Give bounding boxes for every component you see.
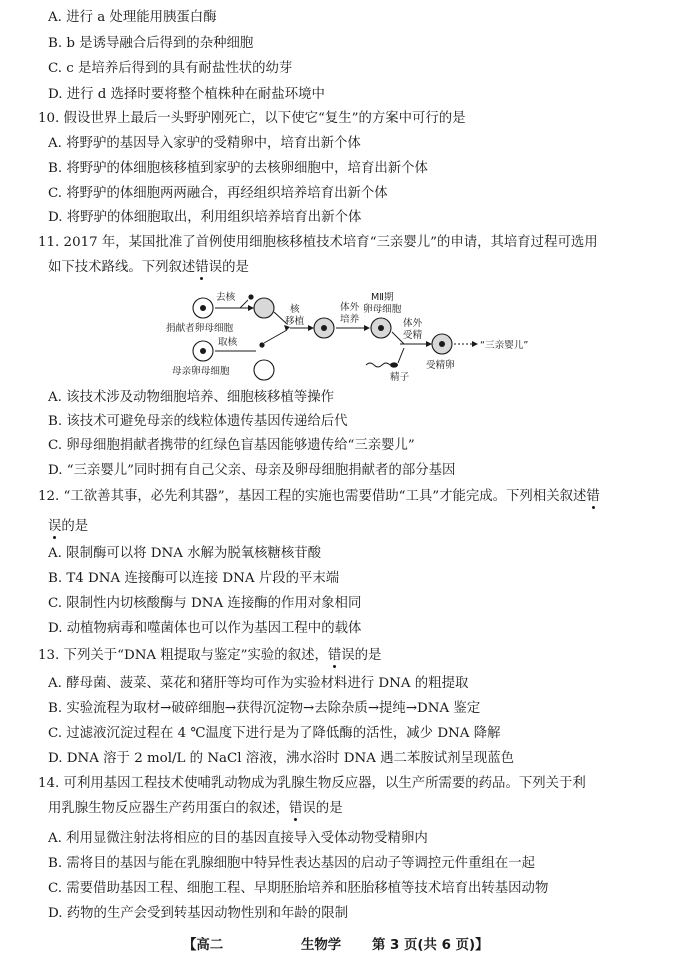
q11-stem-line2 (48, 259, 249, 277)
label-sperm: 精子 (390, 372, 410, 383)
q12-stem-line2 (48, 518, 88, 536)
q11-option-c: C. 卵母细胞捐献者携带的红绿色盲基因能够遗传给“三亲婴儿” (48, 438, 415, 453)
label-in-vitro-culture-2: 培养 (340, 314, 360, 325)
mother-enucleated-cell (254, 360, 274, 380)
q12-option-b: B. T4 DNA 连接酶可以连接 DNA 片段的平末端 (48, 571, 340, 586)
q9-option-b: B. b 是诱导融合后得到的杂种细胞 (48, 36, 254, 51)
footer-grade: 【高二 (183, 938, 224, 953)
q12-stem-post: 的是 (61, 519, 89, 534)
q10-option-d: D. 将野驴的体细胞取出，利用组织培养培育出新个体 (48, 210, 362, 225)
q11-stem-pre: 如下技术路线。下列叙述 (48, 260, 196, 275)
label-enucleate: 去核 (216, 292, 236, 303)
page-footer (0, 934, 677, 954)
q14-emphasis-char: 错 (289, 801, 303, 816)
q10-option-a: A. 将野驴的基因导入家驴的受精卵中，培育出新个体 (48, 136, 361, 151)
label-in-vitro-culture-1: 体外 (340, 302, 360, 313)
q11-stem-post: 误的是 (208, 260, 249, 275)
arrow-sperm (398, 348, 404, 363)
q13-option-b: B. 实验流程为取材→破碎细胞→获得沉淀物→去除杂质→提纯→DNA 鉴定 (48, 701, 481, 716)
q12-option-a: A. 限制酶可以将 DNA 水解为脱氧核糖核苷酸 (48, 546, 322, 561)
q13-stem (38, 647, 381, 665)
q14-stem-post: 误的是 (302, 801, 343, 816)
q14-stem-pre: 用乳腺生物反应器生产药用蛋白的叙述， (48, 801, 290, 816)
label-mii-1: MⅡ期 (371, 292, 394, 303)
label-in-vitro-fert-2: 受精 (403, 330, 423, 341)
q14-option-a: A. 利用显微注射法将相应的目的基因直接导入受体动物受精卵内 (48, 831, 428, 846)
mother-nucleus-dot (259, 342, 264, 347)
q11-stem-line1: 11. 2017 年，某国批准了首例使用细胞核移植技术培育“三亲婴儿”的申请，其培育过程可选用 (38, 235, 598, 250)
q12-option-d: D. 动植物病毒和噬菌体也可以作为基因工程中的载体 (48, 621, 362, 636)
three-parent-baby-diagram (160, 288, 540, 384)
q13-stem-pre: 13. 下列关于“DNA 粗提取与鉴定”实验的叙述， (38, 648, 328, 663)
q11-option-a: A. 该技术涉及动物细胞培养、细胞核移植等操作 (48, 390, 334, 405)
sperm-head (390, 362, 398, 367)
label-mother-oocyte: 母亲卵母细胞 (172, 366, 230, 377)
donor-oocyte-nucleus (200, 305, 206, 311)
enucleated-oocyte (254, 298, 274, 318)
q13-option-a: A. 酵母菌、菠菜、菜花和猪肝等均可作为实验材料进行 DNA 的粗提取 (48, 676, 469, 691)
label-nuclear-transfer-1: 核 (290, 304, 300, 315)
q13-stem-post: 误的是 (341, 648, 382, 663)
q13-emphasis-char: 错 (327, 648, 342, 663)
q10-option-c: C. 将野驴的体细胞两两融合，再经组织培养培育出新个体 (48, 186, 388, 201)
q9-option-c: C. c 是培养后得到的具有耐盐性状的幼芽 (48, 61, 293, 76)
q12-stem-pre: 12. “工欲善其事，必先利其器”，基因工程的实施也需要借助“工具”才能完成。下列相关叙述 (38, 489, 587, 504)
q14-option-b: B. 需将目的基因与能在乳腺细胞中特异性表达基因的启动子等调控元件重组在一起 (48, 856, 536, 871)
q10-option-b: B. 将野驴的体细胞核移植到家驴的去核卵细胞中，培育出新个体 (48, 161, 428, 176)
q10-stem: 10. 假设世界上最后一头野驴刚死亡，以下使它“复生”的方案中可行的是 (38, 111, 466, 126)
label-mii-2: 卵母细胞 (363, 304, 402, 315)
arrowhead-nuclear-transfer (308, 325, 314, 331)
footer-subject: 生物学 (301, 938, 342, 953)
q13-option-c: C. 过滤液沉淀过程在 4 ℃温度下进行是为了降低酶的活性，减少 DNA 降解 (48, 726, 501, 741)
label-donor-oocyte: 捐献者卵母细胞 (166, 323, 234, 334)
mother-oocyte-nucleus (200, 348, 206, 354)
removed-nucleus-dot (248, 294, 253, 299)
q14-stem-line1: 14. 可利用基因工程技术使哺乳动物成为乳腺生物反应器，以生产所需要的药品。下列关于利 (38, 776, 586, 791)
q13-option-d: D. DNA 溶于 2 mol/L 的 NaCl 溶液，沸水浴时 DNA 遇二苯胺试剂呈现蓝色 (48, 751, 515, 766)
sperm-tail (366, 363, 390, 367)
q11-option-b: B. 该技术可避免母亲的线粒体遗传基因传递给后代 (48, 414, 348, 429)
q12-emphasis-char-2: 误 (48, 519, 62, 534)
q11-option-d: D. “三亲婴儿”同时拥有自己父亲、母亲及卵母细胞捐献者的部分基因 (48, 463, 456, 478)
label-nuclear-transfer-2: 移植 (285, 316, 305, 327)
q12-stem-line1 (38, 488, 600, 506)
q11-emphasis-char: 错 (195, 260, 209, 275)
reconstructed-nucleus (321, 325, 327, 331)
label-in-vitro-fert-1: 体外 (403, 318, 423, 329)
arrowhead-enucleate (248, 305, 254, 311)
arrowhead-to-baby (472, 341, 478, 347)
q9-option-d: D. 进行 d 选择时要将整个植株种在耐盐环境中 (48, 87, 325, 102)
arrow-nucleus-to-merge (264, 330, 287, 343)
mii-oocyte-nucleus (378, 325, 384, 331)
arrowhead-fertilization (426, 341, 432, 347)
footer-page-number: 第 3 页(共 6 页)】 (372, 938, 489, 953)
q14-stem-line2 (48, 800, 343, 818)
q12-option-c: C. 限制性内切核酸酶与 DNA 连接酶的作用对象相同 (48, 596, 362, 611)
label-take-nucleus: 取核 (218, 337, 238, 348)
q14-option-c: C. 需要借助基因工程、细胞工程、早期胚胎培养和胚胎移植等技术培育出转基因动物 (48, 881, 549, 896)
q12-emphasis-char-1: 错 (586, 489, 600, 504)
q9-option-a: A. 进行 a 处理能用胰蛋白酶 (48, 10, 217, 25)
arrow-to-removed-nucleus (240, 300, 248, 308)
zygote-nucleus (439, 341, 445, 347)
label-three-parent-baby: “三亲婴儿” (480, 340, 529, 351)
q14-option-d: D. 药物的生产会受到转基因动物性别和年龄的限制 (48, 906, 348, 921)
label-zygote: 受精卵 (426, 360, 455, 371)
arrowhead-in-vitro-culture (364, 325, 370, 331)
